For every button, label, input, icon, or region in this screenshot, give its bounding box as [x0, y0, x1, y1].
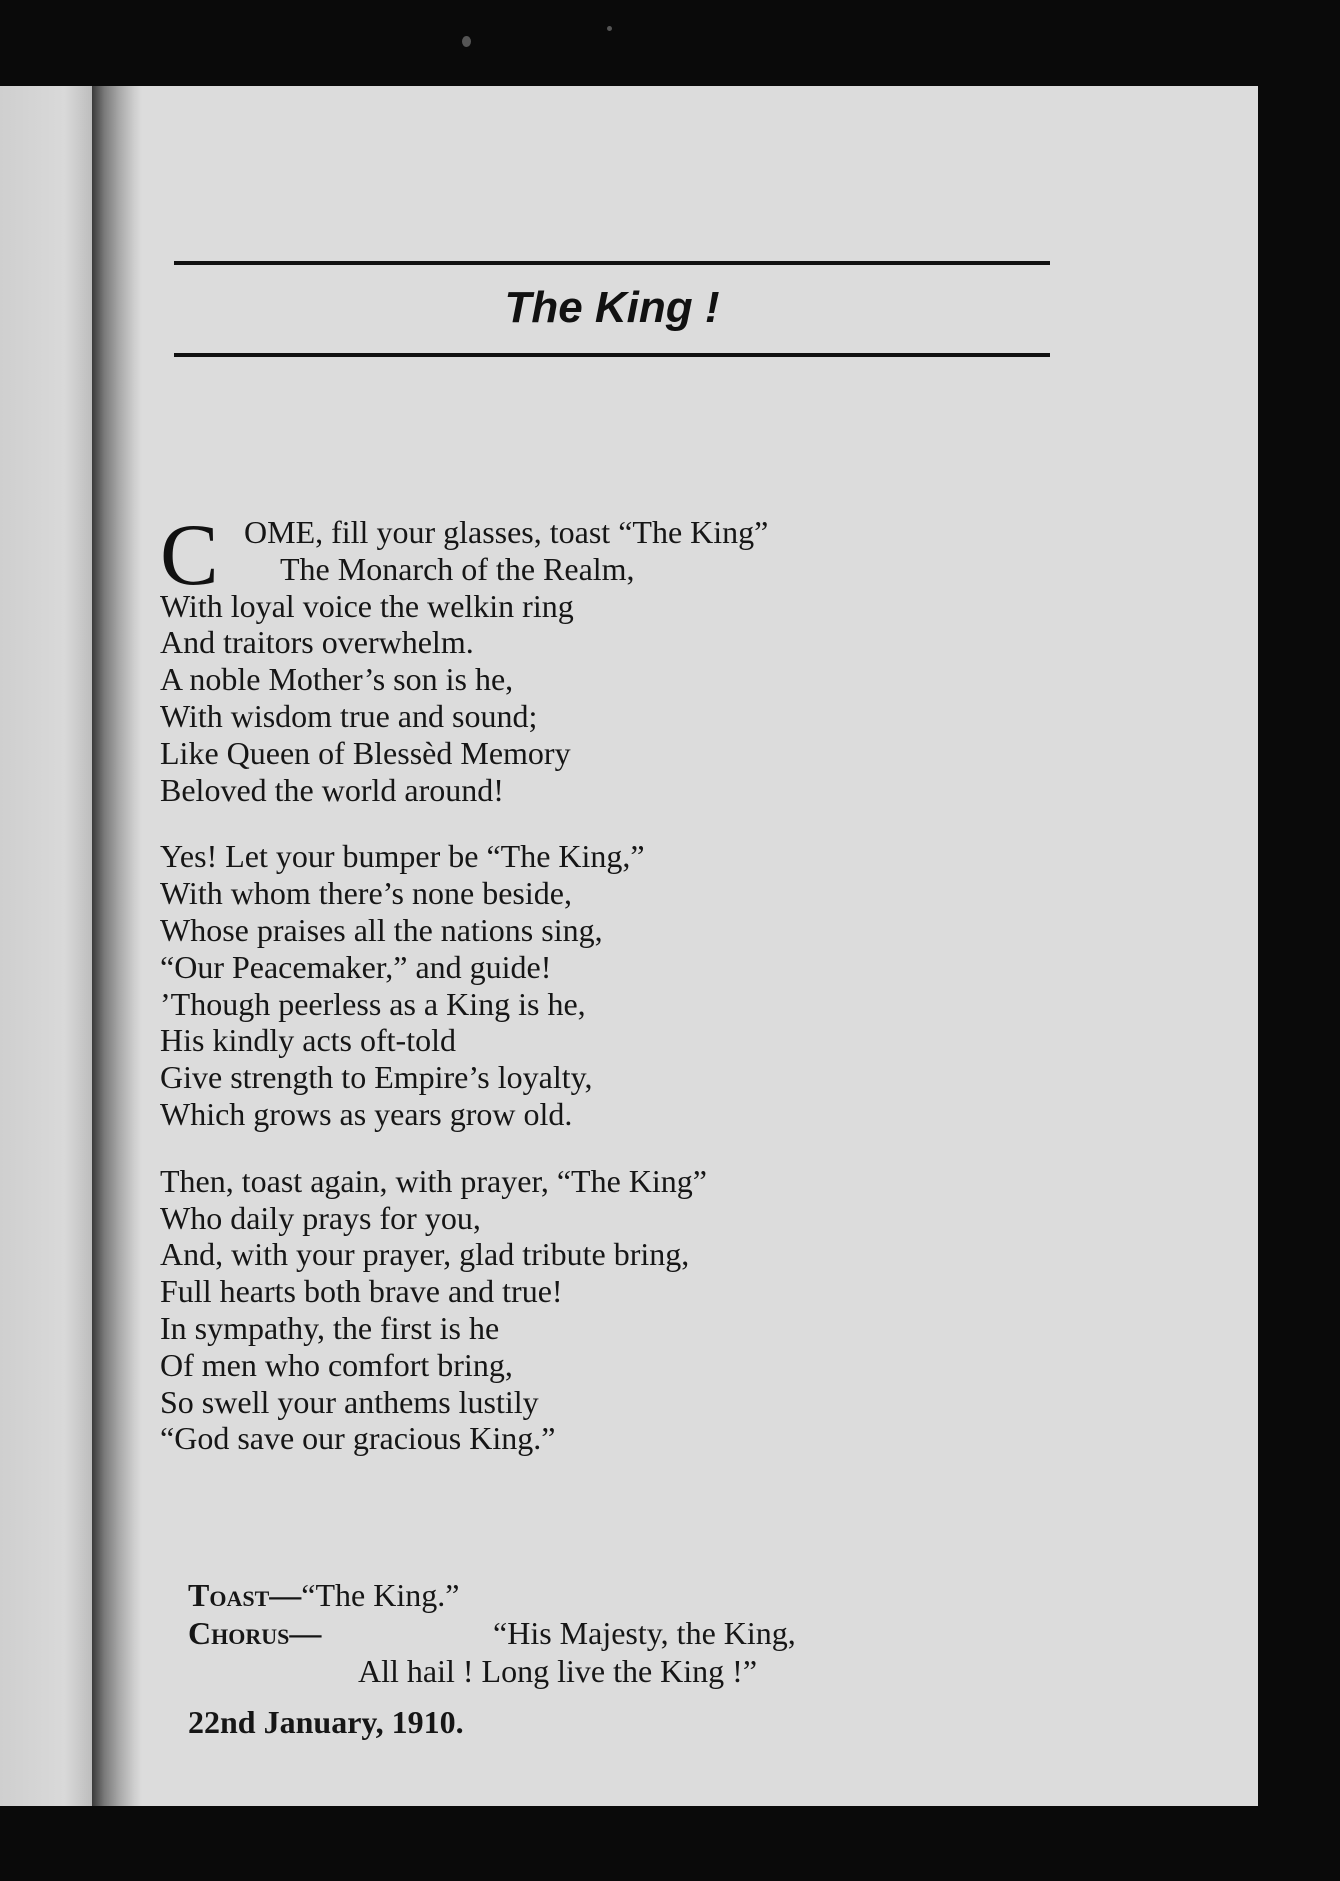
poem-line: So swell your anthems lustily: [160, 1383, 539, 1420]
scan-speck: [607, 26, 612, 31]
stanza-2: [160, 838, 1060, 1132]
poem-line: His kindly acts oft-told: [160, 1022, 456, 1059]
poem-line: With whom there’s none beside,: [160, 875, 572, 912]
poem-line: A noble Mother’s son is he,: [160, 661, 514, 698]
poem-line: Beloved the world around!: [160, 771, 504, 808]
toast-and-chorus: [188, 1576, 1048, 1690]
poem-line: Which grows as years grow old.: [160, 1095, 573, 1132]
date: 22nd January, 1910.: [188, 1704, 464, 1740]
poem: [160, 507, 1060, 1487]
chorus-text-1: “His Majesty, the King,: [493, 1615, 796, 1651]
poem-line: Yes! Let your bumper be “The King,”: [160, 838, 645, 875]
poem-line: “God save our gracious King.”: [160, 1420, 556, 1457]
drop-cap: C: [160, 507, 219, 604]
chorus-text-2: All hail ! Long live the King !”: [358, 1653, 758, 1689]
poem-line: In sympathy, the first is he: [160, 1309, 500, 1346]
poem-line: And, with your prayer, glad tribute bring,: [160, 1236, 690, 1273]
poem-line: Of men who comfort bring,: [160, 1346, 513, 1383]
poem-line: ’Though peerless as a King is he,: [160, 985, 586, 1022]
title-rule-top: [174, 261, 1050, 265]
poem-line: Whose praises all the nations sing,: [160, 911, 603, 948]
poem-line: The Monarch of the Realm,: [280, 550, 635, 587]
poem-line: Like Queen of Blessèd Memory: [160, 734, 571, 771]
page-title: The King !: [504, 283, 720, 332]
poem-line: With wisdom true and sound;: [160, 697, 538, 734]
book-spine-shadow: [92, 86, 142, 1806]
poem-line: “Our Peacemaker,” and guide!: [160, 948, 552, 985]
toast-line: [188, 1576, 1048, 1614]
toast-label: Toast—: [188, 1577, 302, 1613]
poem-line: OME, fill your glasses, toast “The King”: [244, 514, 769, 550]
poem-line: And traitors overwhelm.: [160, 624, 474, 661]
poem-line: With loyal voice the welkin ring: [160, 587, 574, 624]
poem-line: Give strength to Empire’s loyalty,: [160, 1059, 593, 1096]
scan-speck: [462, 36, 471, 47]
title-rule-bottom: [174, 353, 1050, 357]
poem-line: Then, toast again, with prayer, “The King”: [160, 1162, 707, 1199]
facing-page-edge: [0, 86, 92, 1806]
poem-line: Full hearts both brave and true!: [160, 1273, 563, 1310]
chorus-label: Chorus—: [188, 1615, 322, 1651]
book-page: [0, 86, 1258, 1806]
stanza-1: [160, 507, 1060, 808]
toast-text: “The King.”: [301, 1577, 460, 1613]
stanza-3: [160, 1163, 1060, 1457]
chorus-line: [188, 1614, 1048, 1652]
poem-line: Who daily prays for you,: [160, 1199, 481, 1236]
